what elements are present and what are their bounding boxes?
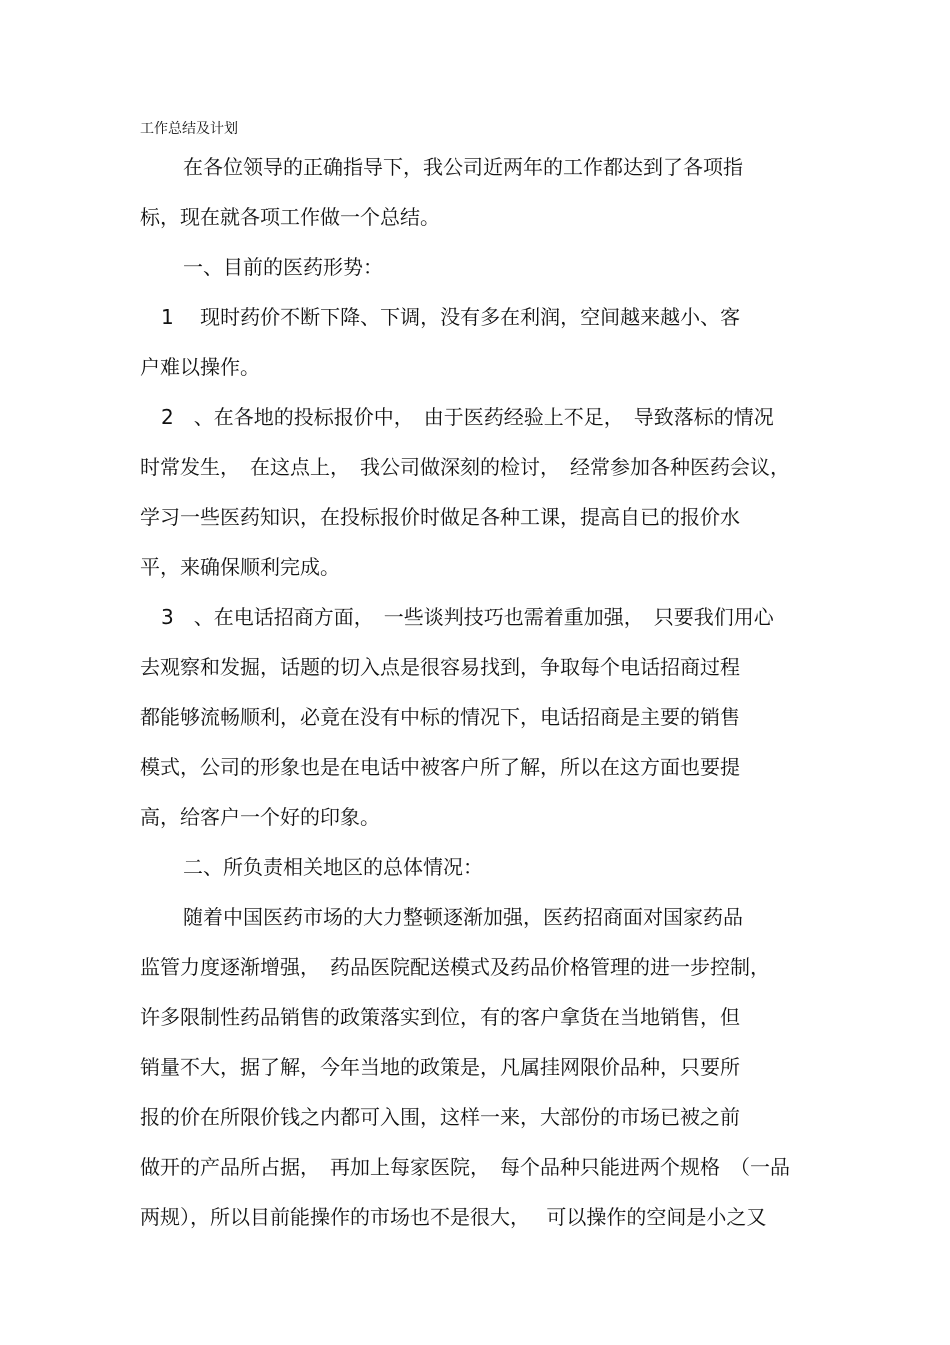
paragraph-line: 平，来确保顺利完成。 (140, 555, 340, 579)
paragraph-line: 销量不大，据了解，今年当地的政策是，凡属挂网限价品种，只要所 (140, 1055, 740, 1079)
paragraph-line: 两规），所以目前能操作的市场也不是很大， 可以操作的空间是小之又 (140, 1205, 767, 1229)
paragraph-line: 随着中国医药市场的大力整顿逐渐加强，医药招商面对国家药品 (183, 905, 743, 929)
paragraph-line: 做开的产品所占据， 再加上每家医院， 每个品种只能进两个规格 （一品 (140, 1155, 790, 1179)
paragraph-line: 许多限制性药品销售的政策落实到位，有的客户拿货在当地销售，但 (140, 1005, 740, 1029)
paragraph-line: 高，给客户一个好的印象。 (140, 805, 380, 829)
paragraph-line: 2 、在各地的投标报价中， 由于医药经验上不足， 导致落标的情况 (161, 405, 774, 429)
paragraph-line: 1 现时药价不断下降、下调，没有多在利润，空间越来越小、客 (161, 305, 741, 329)
section-heading: 二、所负责相关地区的总体情况： (183, 855, 483, 879)
paragraph-line: 去观察和发掘，话题的切入点是很容易找到，争取每个电话招商过程 (140, 655, 740, 679)
document-title: 工作总结及计划 (140, 121, 238, 137)
paragraph-line: 户难以操作。 (140, 355, 260, 379)
paragraph-line: 报的价在所限价钱之内都可入围，这样一来，大部份的市场已被之前 (140, 1105, 740, 1129)
paragraph-line: 模式，公司的形象也是在电话中被客户所了解，所以在这方面也要提 (140, 755, 740, 779)
paragraph-line: 时常发生， 在这点上， 我公司做深刻的检讨， 经常参加各种医药会议， (140, 455, 790, 479)
section-heading: 一、目前的医药形势： (183, 255, 383, 279)
paragraph-line: 学习一些医药知识，在投标报价时做足各种工课，提高自已的报价水 (140, 505, 740, 529)
paragraph-line: 都能够流畅顺利，必竟在没有中标的情况下，电话招商是主要的销售 (140, 705, 740, 729)
paragraph-line: 3 、在电话招商方面， 一些谈判技巧也需着重加强， 只要我们用心 (161, 605, 774, 629)
paragraph-line: 监管力度逐渐增强， 药品医院配送模式及药品价格管理的进一步控制， (140, 955, 770, 979)
paragraph-line: 在各位领导的正确指导下，我公司近两年的工作都达到了各项指 (183, 155, 743, 179)
paragraph-line: 标，现在就各项工作做一个总结。 (140, 205, 440, 229)
